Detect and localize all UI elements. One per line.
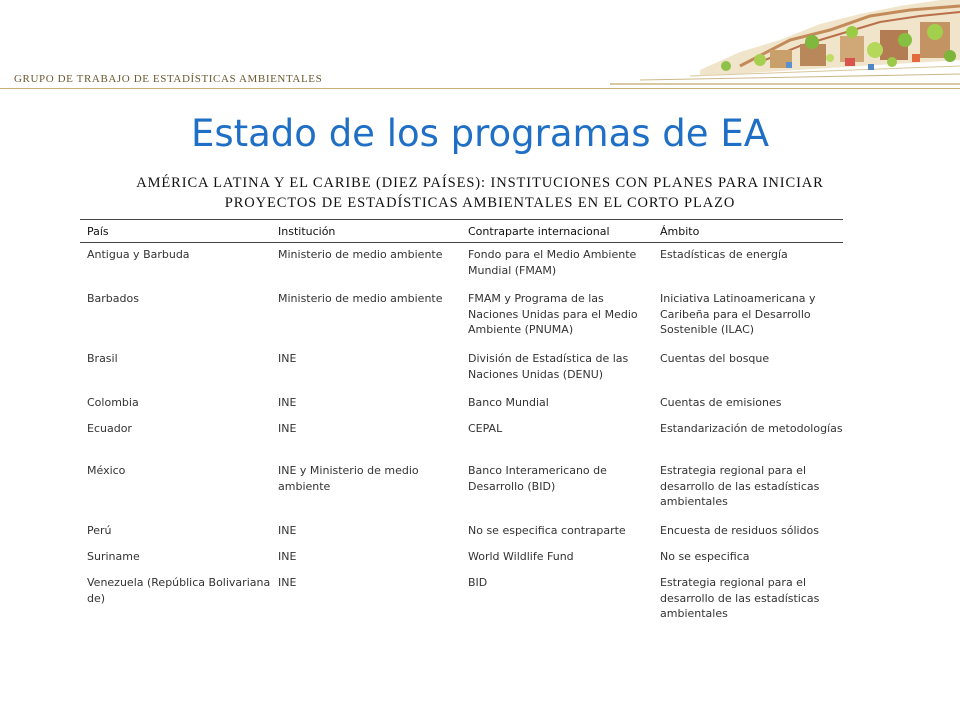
cell-scope: Estrategia regional para el desarrollo de las estadísticas ambientales <box>660 464 820 508</box>
table-heading-line-1: AMÉRICA LATINA Y EL CARIBE (DIEZ PAÍSES): INSTITUCIONES CON PLANES PARA INICIAR <box>136 175 824 191</box>
column-header-counterpart: Contraparte internacional <box>468 224 610 238</box>
table-header-row <box>80 220 843 243</box>
cell-institution: INE <box>278 576 297 589</box>
cell-scope: No se especifica <box>660 550 750 563</box>
cell-counterpart: Banco Interamericano de Desarrollo (BID) <box>468 464 607 493</box>
table-row <box>80 347 843 391</box>
cell-counterpart: BID <box>468 576 488 589</box>
cell-counterpart: FMAM y Programa de las Naciones Unidas para el Medio Ambiente (PNUMA) <box>468 292 638 336</box>
cell-scope: Cuentas del bosque <box>660 352 770 365</box>
cell-institution: Ministerio de medio ambiente <box>278 292 443 305</box>
cell-institution: Ministerio de medio ambiente <box>278 248 443 261</box>
table-row <box>80 459 843 519</box>
cell-country: Brasil <box>87 352 118 365</box>
cell-scope: Cuentas de emisiones <box>660 396 782 409</box>
column-header-country: País <box>87 224 109 238</box>
cell-institution: INE <box>278 550 297 563</box>
cell-counterpart: Banco Mundial <box>468 396 549 409</box>
cell-counterpart: CEPAL <box>468 422 503 435</box>
cell-scope: Iniciativa Latinoamericana y Caribeña para el Desarrollo Sostenible (ILAC) <box>660 292 816 336</box>
table-row <box>80 243 843 287</box>
cell-country: Antigua y Barbuda <box>87 248 190 261</box>
table-row <box>80 545 843 571</box>
cell-institution: INE <box>278 422 297 435</box>
table-row <box>80 571 843 631</box>
cell-counterpart: World Wildlife Fund <box>468 550 574 563</box>
header-divider <box>0 88 960 89</box>
table-heading-line-2: PROYECTOS DE ESTADÍSTICAS AMBIENTALES EN EL CORTO PLAZO <box>224 195 736 211</box>
cell-country: México <box>87 464 126 477</box>
cell-country: Ecuador <box>87 422 132 435</box>
table-row <box>80 519 843 545</box>
header-band <box>0 0 960 92</box>
column-header-institution: Institución <box>278 224 336 238</box>
cell-institution: INE y Ministerio de medio ambiente <box>278 464 419 493</box>
table-row <box>80 417 843 459</box>
slide-title: Estado de los programas de EA <box>190 112 770 155</box>
cell-scope: Estandarización de metodologías <box>660 422 843 435</box>
cell-institution: INE <box>278 352 297 365</box>
cell-country: Suriname <box>87 550 140 563</box>
cell-counterpart: No se especifica contraparte <box>468 524 626 537</box>
column-header-scope: Ámbito <box>660 224 700 238</box>
table-row <box>80 287 843 347</box>
cell-scope: Estrategia regional para el desarrollo de las estadísticas ambientales <box>660 576 820 620</box>
cell-institution: INE <box>278 524 297 537</box>
table-row <box>80 391 843 417</box>
cell-country: Colombia <box>87 396 139 409</box>
table-heading <box>120 173 840 213</box>
cell-institution: INE <box>278 396 297 409</box>
group-label: GRUPO DE TRABAJO DE ESTADÍSTICAS AMBIENTALES <box>14 73 323 85</box>
cell-country: Barbados <box>87 292 139 305</box>
cell-scope: Estadísticas de energía <box>660 248 788 261</box>
cell-scope: Encuesta de residuos sólidos <box>660 524 820 537</box>
cell-country: Perú <box>87 524 112 537</box>
cell-counterpart: División de Estadística de las Naciones Unidas (DENU) <box>468 352 629 381</box>
cell-counterpart: Fondo para el Medio Ambiente Mundial (FMAM) <box>468 248 637 277</box>
cell-country: Venezuela (República Bolivariana de) <box>87 576 271 605</box>
institutions-table <box>80 219 843 631</box>
